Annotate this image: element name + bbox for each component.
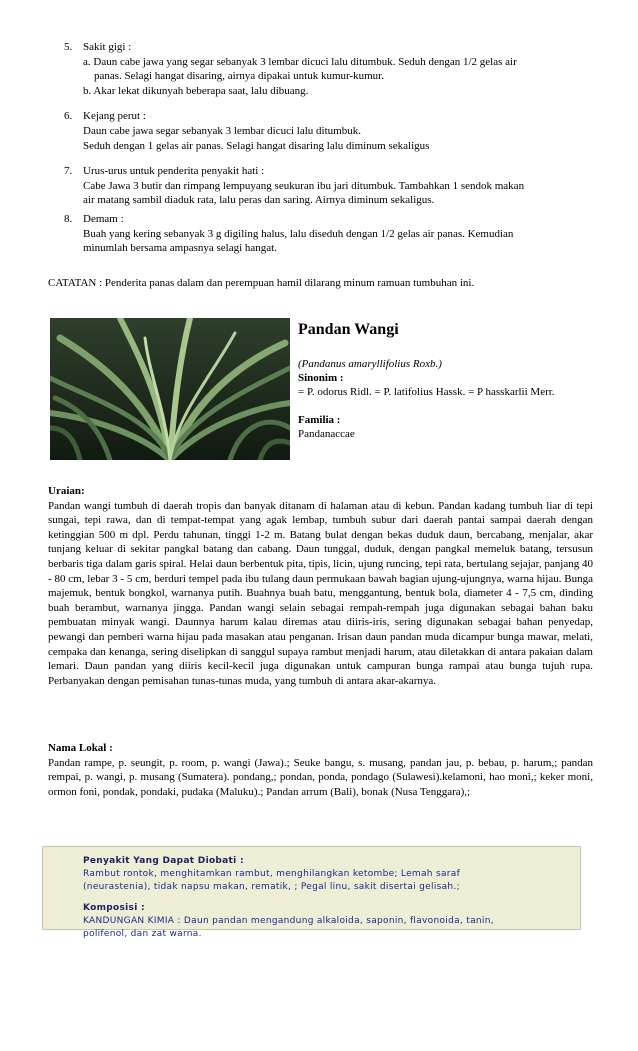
familia-label: Familia : [298, 414, 341, 426]
plant-info [298, 357, 590, 441]
item-line: b. Akar lekat dikunyah beberapa saat, lalu dibuang. [83, 84, 309, 97]
familia-text: Pandanaccae [298, 428, 355, 440]
remedy-list [48, 40, 593, 256]
item-title: Sakit gigi : [83, 41, 132, 53]
komposisi-label: Komposisi : [83, 903, 145, 913]
pandan-plant-photo [50, 318, 290, 460]
penyakit-text: (neurastenia), tidak napsu makan, rematik, ; Pegal linu, sakit disertai gelisah.; [83, 882, 460, 892]
sinonim-label: Sinonim : [298, 372, 344, 384]
sinonim-text: = P. odorus Ridl. = P. latifolius Hassk. = P hasskarlii Merr. [298, 386, 555, 398]
info-box-content [83, 855, 563, 941]
item-line: Cabe Jawa 3 butir dan rimpang lempuyang seukuran ibu jari ditumbuk. Tambahkan 1 sendok makan [83, 179, 525, 192]
item-number: 8. [64, 212, 73, 225]
item-line: panas. Selagi hangat disaring, airnya dipakai untuk kumur-kumur. [94, 70, 384, 83]
item-number: 6. [64, 110, 73, 123]
komposisi-text: polifenol, dan zat warna. [83, 929, 202, 939]
list-item [48, 40, 593, 98]
info-box [42, 846, 581, 939]
komposisi-text: KANDUNGAN KIMIA : Daun pandan mengandung alkaloida, saponin, flavonoida, tanin, [83, 916, 494, 926]
nama-lokal-heading: Nama Lokal : [48, 742, 113, 754]
item-line: a. Daun cabe jawa yang segar sebanyak 3 lembar dicuci lalu ditumbuk. Seduh dengan 1/2 gelas air [83, 55, 517, 68]
item-line: Seduh dengan 1 gelas air panas. Selagi hangat disaring lalu diminum sekaligus [83, 139, 430, 152]
uraian-section [48, 484, 593, 688]
plant-latin-name: (Pandanus amaryllifolius Roxb.) [298, 358, 442, 370]
list-item [48, 164, 593, 208]
penyakit-label: Penyakit Yang Dapat Diobati : [83, 856, 244, 866]
plant-title: Pandan Wangi [298, 321, 399, 338]
catatan-note: CATATAN : Penderita panas dalam dan perempuan hamil dilarang minum ramuan tumbuhan ini. [48, 277, 475, 289]
item-line: Buah yang kering sebanyak 3 g digiling halus, lalu diseduh dengan 1/2 gelas air panas. Kemudian [83, 227, 514, 240]
item-title: Urus-urus untuk penderita penyakit hati : [83, 165, 265, 178]
nama-lokal-text: Pandan rampe, p. seungit, p. room, p. wangi (Jawa).; Seuke bangu, s. musang, pandan jau, p. bebau, p. harum,; pandan rempai, p. wangi, p. musang (Sumatera). pondang,; pondan, ponda, pondago (Sulawesi).kelamoni, hao moni,; keker moni, ormon foni, pondak, pondaki, pudaka (Maluku).; Pandan arrum (Bali), bonak (Nusa Tenggara),; [48, 756, 593, 798]
nama-lokal-section [48, 741, 593, 799]
item-number: 7. [64, 165, 73, 178]
item-number: 5. [64, 41, 73, 53]
penyakit-text: Rambut rontok, menghitamkan rambut, menghilangkan ketombe; Lemah saraf [83, 869, 461, 879]
uraian-text: Pandan wangi tumbuh di daerah tropis dan banyak ditanam di halaman atau di kebun. Pandan kadang tumbuh liar di tepi sungai, tepi rawa, dan di tempat-tempat yang agak lembap, tumbuh subur dari daerah pantai sampai daerah dengan ketinggian 500 m dpl. Perdu tahunan, tinggi 1-2 m. Batang bulat dengan bekas duduk daun, bercabang, menjalar, akar tunjang keluar di sekitar pangkal batang dan cabang. Daun tunggal, duduk, dengan pangkal memeluk batang, tersusun berbaris tiga dalam garis spiral. Helai daun berbentuk pita, tipis, licin, ujung runcing, tepi rata, bertulang sejajar, panjang 40 - 80 cm, lebar 3 - 5 cm, berduri tempel pada ibu tulang daun permukaan bawah bagian ujung-ujungnya, warna hijau. Bunga majemuk, bentuk bongkol, warnanya putih. Buahnya buah batu, menggantung, bentuk bola, diameter 4 - 7,5 cm, dinding buah berambut, warnanya jingga. Pandan wangi selain sebagai rempah-rempah juga digunakan sebagai bahan baku pembuatan minyak wangi. Daunnya harum kalau diremas atau diiris-iris, sering digunakan sebagai bahan penyedap, pewangi dan pemberi warna hijau pada masakan atau penganan. Irisan daun pandan muda dicampur bunga mawar, melati, cempaka dan kenanga, sering diselipkan di sanggul supaya rambut menjadi harum, atau diletakkan di antara pakaian dalam lemari. Daun pandan yang diiris kecil-kecil juga digunakan untuk campuran bunga rampai atau bunga tujuh rupa. Perbanyakan dengan pemisahan tunas-tunas muda, yang tumbuh di antara akar-akarnya. [48, 499, 593, 687]
item-title: Kejang perut : [83, 110, 146, 123]
item-line: air matang sambil diaduk rata, lalu peras dan saring. Airnya diminum sekaligus. [83, 194, 435, 207]
item-line: minumlah bersama ampasnya selagi hangat. [83, 242, 277, 255]
list-item [48, 109, 593, 153]
uraian-heading: Uraian: [48, 485, 85, 497]
list-item [48, 212, 593, 256]
item-title: Demam : [83, 212, 124, 225]
item-line: Daun cabe jawa segar sebanyak 3 lembar dicuci lalu ditumbuk. [83, 124, 361, 137]
